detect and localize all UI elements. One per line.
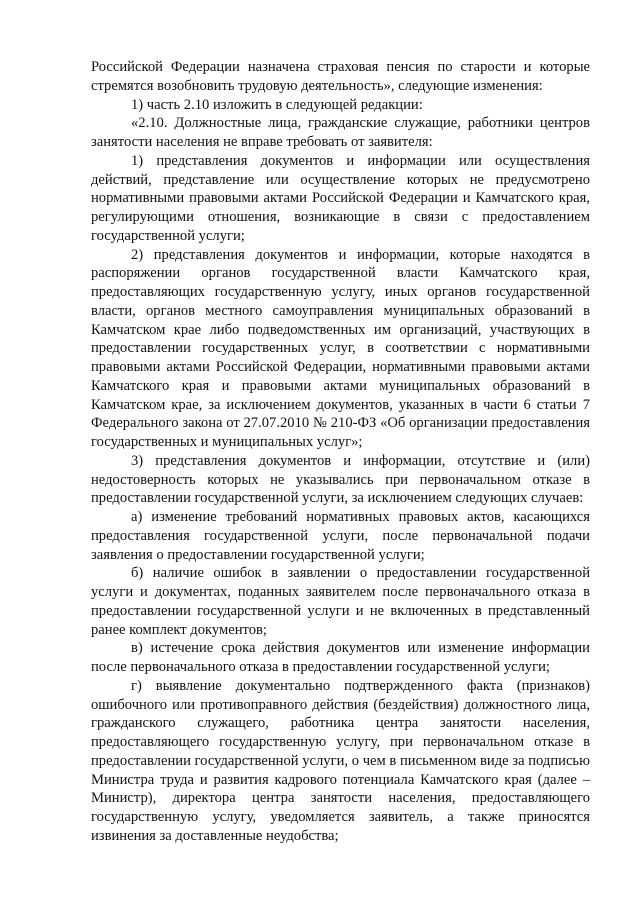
paragraph: «2.10. Должностные лица, гражданские служащие, работники центров занятости населения не вправе требовать от заявителя: [91, 115, 590, 150]
paragraph: 3) представления документов и информации, отсутствие и (или) недостоверность которых не указывались при первоначальном отказе в предоставлении государственной услуги, за исключением следующих случаев: [91, 452, 590, 507]
paragraph: б) наличие ошибок в заявлении о предоставлении государственной услуги и документах, поданных заявителем после первоначального отказа в предоставлении государственной услуги и не включенных в представленный ранее комплект документов; [91, 565, 590, 638]
document-body [91, 58, 590, 846]
paragraph: в) истечение срока действия документов или изменение информации после первоначального отказа в предоставлении государственной услуги; [91, 640, 590, 675]
paragraph: Российской Федерации назначена страховая пенсия по старости и которые стремятся возобновить трудовую деятельность», следующие изменения: [91, 59, 590, 94]
paragraph: 1) часть 2.10 изложить в следующей редакции: [131, 96, 423, 113]
paragraph: 1) представления документов и информации или осуществления действий, представление или осуществление которых не предусмотрено нормативными правовыми актами Российской Федерации и Камчатского края, регулирующими отношения, возникающие в связи с предоставлением государственной услуги; [91, 152, 590, 244]
paragraph: г) выявление документально подтвержденного факта (признаков) ошибочного или противоправного действия (бездействия) должностного лица, гражданского служащего, работника центра занятости населения, предоставляющего государственную услугу, при первоначальном отказе в предоставлении государственной услуги, о чем в письменном виде за подписью Министра труда и развития кадрового потенциала Камчатского края (далее – Министр), директора центра занятости населения, предоставляющего государственную услугу, уведомляется заявитель, а также приносятся извинения за доставленные неудобства; [91, 677, 590, 844]
paragraph: 2) представления документов и информации, которые находятся в распоряжении органов государственной власти Камчатского края, предоставляющих государственную услугу, иных органов государственной власти, органов местного самоуправления муниципальных образований в Камчатском крае либо подведомственных им организаций, участвующих в предоставлении государственных услуг, в соответствии с нормативными правовыми актами Российской Федерации, нормативными правовыми актами Камчатского края и правовыми актами муниципальных образований в Камчатском крае, за исключением документов, указанных в части 6 статьи 7 Федерального закона от 27.07.2010 № 210-ФЗ «Об организации предоставления государственных и муниципальных услуг»; [91, 246, 590, 450]
paragraph: а) изменение требований нормативных правовых актов, касающихся предоставления государственной услуги, после первоначальной подачи заявления о предоставлении государственной услуги; [91, 509, 590, 563]
